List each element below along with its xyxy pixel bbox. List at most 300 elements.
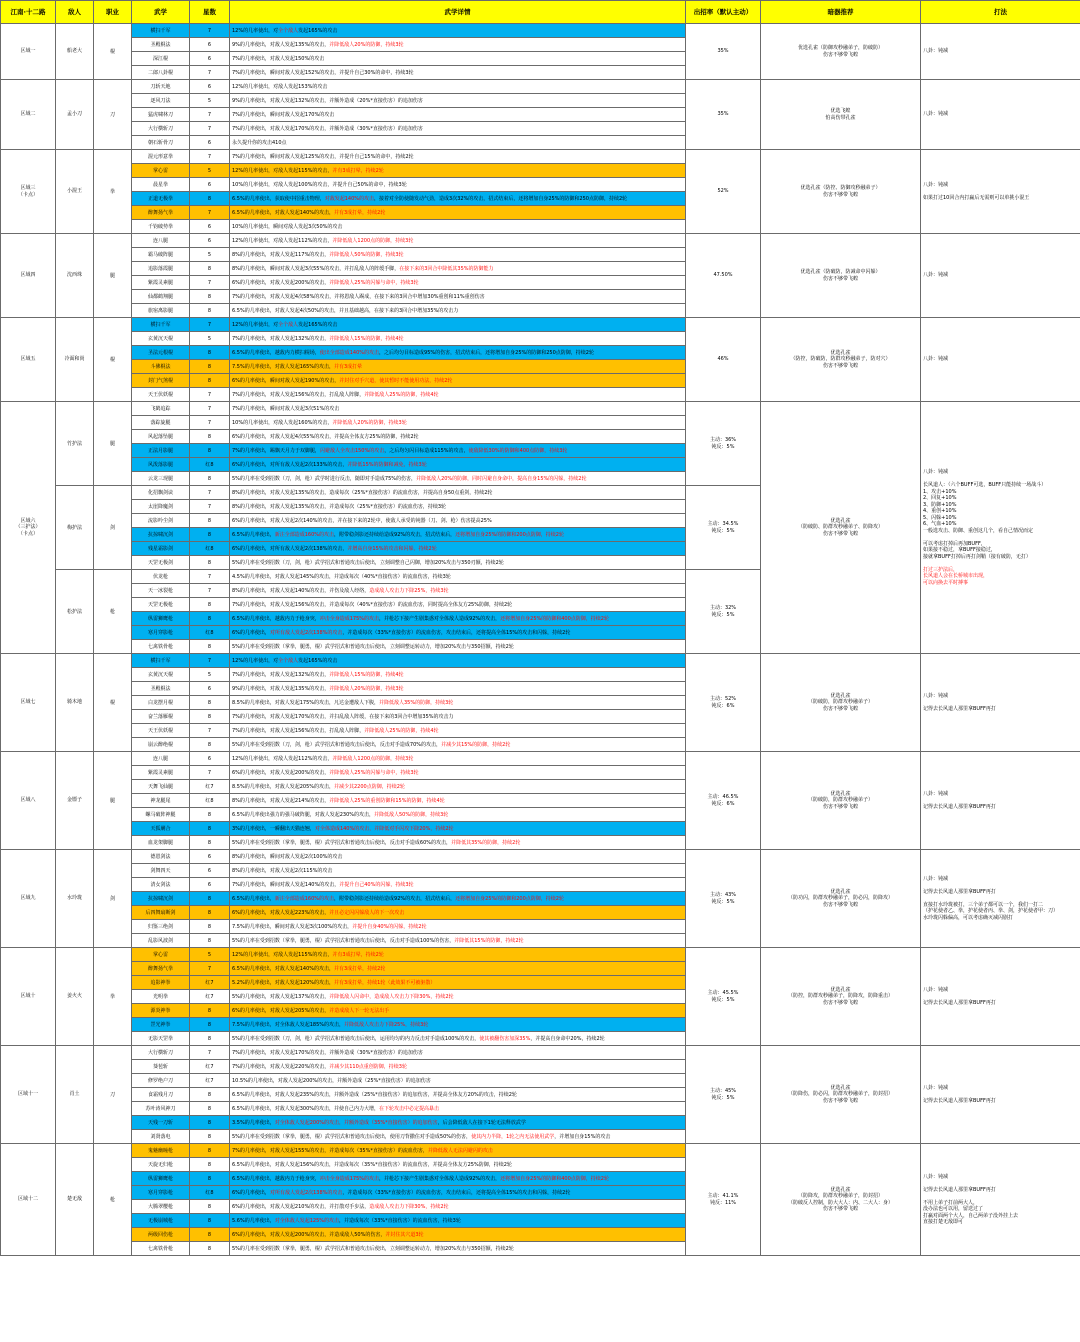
skill-name: 无影天罡拳: [132, 1032, 190, 1046]
tactic: 八卦：钝减: [921, 80, 1080, 150]
skill-name: 大行横斩刀: [132, 1046, 190, 1060]
tactic: 八卦：钝减: [921, 318, 1080, 402]
skill-detail-part: 对全体敌人发起125%的攻击: [274, 1217, 340, 1224]
enemy-job: 腿: [94, 752, 132, 850]
skill-detail-part: 并降低敌人1200点的防御，持续3轮: [332, 237, 414, 244]
skill-name: 伏龙枪: [132, 570, 190, 584]
skill-detail-part: 7.5%的几率使出，对全体敌人发起185%的攻击，: [232, 1021, 344, 1028]
skill-detail-part: 7%的几率使出，瞬间对敌人发起3次51%的攻击: [232, 405, 340, 412]
weapon-recommend: 优选孔雀（防破防，防减命中闪躲） 伤害不够带飞蝗: [761, 234, 921, 318]
skill-detail: [230, 52, 686, 66]
skill-stars: 6: [190, 864, 230, 878]
skill-detail-part: 9%的几率使出，对敌人发起135%的攻击，: [232, 41, 330, 48]
skill-detail-part: 并且必定闪闪躲敌人的下一次攻击: [329, 909, 405, 916]
skill-detail-part: 7%的几率使出，对敌人发起220%的攻击，: [232, 1063, 330, 1070]
skill-detail-part: 并降低敌人25%的闪躲与命中，持续3轮: [329, 279, 419, 286]
skill-name: 追影落霞腿: [132, 262, 190, 276]
skill-detail-part: 在下轮攻击中必定提高暴击: [379, 1105, 440, 1112]
skill-name: 连八腿: [132, 752, 190, 766]
enemy-job: 棍: [94, 654, 132, 752]
enemy-name: 水玲珑: [56, 850, 94, 948]
skill-detail-part: 全个敌人: [278, 27, 299, 34]
attack-rate: 主动：36% 钝反：5%: [686, 402, 761, 486]
skill-stars: 8: [190, 374, 230, 388]
skill-detail: [230, 122, 686, 136]
skill-detail: [230, 976, 686, 990]
attack-rate: 主动：45.5% 钝反：5%: [686, 948, 761, 1046]
tactic: 八卦：钝减 记得去长风道人那里拿BUFF再打 直接打水玲珑被打，三个弟子都可以一个，我们一打二 （护花使者乙、拳，护花使者丙、拳、剑，护花使者甲：刀） 水玲珑闪躲偏高，可以考虑确灭减闪剧打: [921, 850, 1080, 948]
skill-name: 食霜残月刀: [132, 1088, 190, 1102]
skill-detail-part: 12%的几率使出，对敌人发起115%的攻击，: [232, 167, 333, 174]
weapon-recommend: 优选孔雀（防御攻秒融弟子，防破防） 伤害不够带飞蝗: [761, 24, 921, 80]
skill-name: 紫霞灵素腿: [132, 276, 190, 290]
skill-stars: 7: [190, 24, 230, 38]
skill-detail: [230, 920, 686, 934]
skill-stars: 8: [190, 920, 230, 934]
skill-detail-part: ，并增加自身15%的攻击: [554, 1133, 611, 1140]
skill-detail-part: 6%的几率使出，对敌人发起223%的攻击，: [232, 909, 330, 916]
skill-detail: [230, 640, 686, 654]
table-row: [1, 1046, 1080, 1060]
skill-detail-part: 6%的几率使出，对敌人发起200%的攻击，: [232, 279, 330, 286]
attack-rate: 47.50%: [686, 234, 761, 318]
skill-name: 掌心雷: [132, 164, 190, 178]
skill-detail-part: 7%的几率使出，对敌人发起170%的攻击，并额外造成（30%*直接伤害）的追加伤害: [232, 125, 423, 132]
weapon-recommend: 优选孔雀 （防破防、防群攻秒融弟子、防降攻） 伤害不够带飞蝗: [761, 402, 921, 654]
skill-stars: 8: [190, 444, 230, 458]
skill-stars: 6: [190, 80, 230, 94]
table-row: [1, 850, 1080, 864]
skill-detail-part: 并造成敌人下一轮无法出手: [329, 1007, 390, 1014]
header-weapon: 暗器推荐: [761, 1, 921, 24]
skill-stars: 8: [190, 1228, 230, 1242]
skill-detail-part: 6%的几率使出，对敌人发起210%的攻击，并打散对手步法，: [232, 1203, 370, 1210]
skill-detail-part: 8%的几率使出，对敌人发起140%的攻击，并伤及敌人经络，: [232, 587, 370, 594]
skill-detail-part: 7%的几率使出，对敌人发起156%的攻击，并造成每次（40%*直接伤害）的流血伤害，同时提高全体友方25%防御，持续2轮: [232, 601, 513, 608]
table-row: [1, 80, 1080, 94]
skill-stars: 7: [190, 584, 230, 598]
skill-stars: 8: [190, 1018, 230, 1032]
skill-detail-part: 5%的几率在受到招数（掌拳，腿勇，棍）武学招式和普通攻击后使出，立刻调整运转动力，增加20%攻击与350招额，持续2轮: [232, 643, 514, 650]
skill-stars: 8: [190, 612, 230, 626]
skill-stars: 8: [190, 1102, 230, 1116]
skill-detail-part: 10%的几率使出，对敌人发起100%的攻击，并提升自己50%的命中，持续3轮: [232, 181, 407, 188]
skill-detail: [230, 1032, 686, 1046]
skill-detail-part: 7%的几率使出，对敌人发起132%的攻击，: [232, 671, 330, 678]
weapon-recommend: 优选孔雀 （防降攻，防群攻秒融弟子，防封招） （防破反人控制，防大大人：内、二大人：身） 伤害不够带飞蝗: [761, 1144, 921, 1256]
skill-name: 云龙三现腿: [132, 472, 190, 486]
skill-detail: [230, 178, 686, 192]
skill-name: 白龙摆月棍: [132, 696, 190, 710]
skill-name: 刀斩天地: [132, 80, 190, 94]
skill-detail: [230, 752, 686, 766]
skill-detail-part: 8%的几率使出，对敌人发起214%的攻击，: [232, 797, 330, 804]
skill-detail-part: 并降低敌人50%的防御，持续3轮: [329, 251, 404, 258]
skill-name: 天罡无极枪: [132, 598, 190, 612]
skill-detail: [230, 444, 686, 458]
skill-name: 封门气煞棍: [132, 374, 190, 388]
skill-detail: [230, 1046, 686, 1060]
skill-detail-part: 并降低敌人15%的防御，持续4轮: [329, 671, 404, 678]
skill-stars: 6: [190, 682, 230, 696]
skill-name: 逐风刀法: [132, 94, 190, 108]
enemy-name: 冷面和尚: [56, 318, 94, 402]
table-row: [1, 318, 1080, 332]
skill-detail: [230, 472, 686, 486]
skill-stars: 6: [190, 220, 230, 234]
skill-name: 崩云醉绝棍: [132, 738, 190, 752]
skill-detail: [230, 332, 686, 346]
skill-detail: [230, 906, 686, 920]
skill-name: 朝石斩骨刀: [132, 136, 190, 150]
skill-detail: [230, 94, 686, 108]
skill-detail: [230, 80, 686, 94]
skill-stars: 8: [190, 934, 230, 948]
skill-detail-part: 7%的几率使出，对敌人发起150%的攻击: [232, 55, 325, 62]
skill-stars: 8: [190, 1144, 230, 1158]
skill-stars: 6: [190, 178, 230, 192]
skill-name: 玄黄沉天棍: [132, 332, 190, 346]
skill-detail: [230, 542, 686, 556]
skill-name: 紫霞灵素腿: [132, 766, 190, 780]
skill-name: 斗佛棍法: [132, 360, 190, 374]
skill-detail: [230, 360, 686, 374]
skill-detail-part: 8%的几率使出，对敌人发起2次115%的攻击: [232, 867, 333, 874]
skill-detail: [230, 1214, 686, 1228]
skill-name: 霸马破阵腿: [132, 248, 190, 262]
skill-name: 掌心雷: [132, 948, 190, 962]
skill-detail-part: 并降低敌人闪命中，造成敌人攻击力下降30%，持续2轮: [329, 993, 454, 1000]
skill-detail-part: 并有3成打晕，持续2轮: [334, 209, 386, 216]
skill-detail: [230, 514, 686, 528]
skill-stars: 8: [190, 1172, 230, 1186]
skill-stars: 7: [190, 150, 230, 164]
skill-detail: [230, 1228, 686, 1242]
skill-detail-part: 还将增加自身25%的防御和400点防御，持续2轮: [500, 615, 609, 622]
skill-detail-part: 发起165%的攻击: [298, 321, 338, 328]
skill-name: 七禽铁骨枪: [132, 1242, 190, 1256]
skill-detail: [230, 738, 686, 752]
skill-detail: [230, 570, 686, 584]
skill-stars: 红8: [190, 542, 230, 556]
skill-detail-part: 6%的几率使出，对所有敌人发起2次133%的攻击，: [232, 461, 348, 468]
skill-detail-part: ，接着对全防使随发动气劲，造成3次32%的攻击，招式结束后，还将增加自身25%的防御和250点防御，持续2轮: [374, 195, 628, 202]
header-job: 职业: [94, 1, 132, 24]
skill-stars: 7: [190, 206, 230, 220]
tactic: 八卦：钝减 如果打过10回合内打赢后无需则可以单挑小混王: [921, 150, 1080, 234]
skill-detail: [230, 780, 686, 794]
skill-detail-part: ，并造成每次（33%*直接伤害）的流血伤害，攻击结束后，还将提高全体15%的攻击和闪躲，持续2轮: [342, 1189, 571, 1196]
skill-name: 天一冰裂枪: [132, 584, 190, 598]
weapon-recommend: 优选孔雀 （防控，防破防，防群攻秒融弟子，防对穴） 伤害不够带飞蝗: [761, 318, 921, 402]
skill-detail: [230, 696, 686, 710]
skill-detail-part: 并降低敌人25%的防御，持续4轮: [364, 727, 439, 734]
skill-detail: [230, 416, 686, 430]
skill-name: 千钧破势拳: [132, 220, 190, 234]
skill-detail-part: 6%的几率使出，对敌人发起2次140%的攻击，并在接下来的2轮中，使敌人承受的钝器（刀、剑、枪）伤害提高25%: [232, 517, 492, 524]
attack-rate: 主动：52% 钝反：6%: [686, 654, 761, 752]
attack-rate: 主动：43% 钝反：5%: [686, 850, 761, 948]
skill-detail: [230, 402, 686, 416]
skill-stars: 8: [190, 290, 230, 304]
skill-detail-part: ，之后均匀目标造成95%的伤害，招式结束后，还将增加自身25%的防御和250点防御，持续2轮: [379, 349, 594, 356]
skill-name: 流影吟尘剑: [132, 514, 190, 528]
skill-detail: [230, 948, 686, 962]
skill-detail: [230, 430, 686, 444]
skill-detail-part: 对全体敌人发起200%的攻击，并额外造成（35%*直接伤害）的追加伤害: [274, 1119, 438, 1126]
header-tactic: 打法: [921, 1, 1080, 24]
skill-detail: [230, 234, 686, 248]
weapon-recommend: 优选孔雀 （防控，防群攻秒融弟子，防降攻，防降重击） 伤害不够带飞蝗: [761, 948, 921, 1046]
skill-detail-part: 5%的几率在受到招数（掌拳，腿勇，棍）武学招式和普通攻击后使出，反击对手造成100%的伤害，: [232, 937, 455, 944]
skill-detail: [230, 1130, 686, 1144]
skill-detail-part: 5%的几率在受到招数（刀，剑，枪）武学招式和普通攻击后使出，反击对手造成70%的攻击，: [232, 741, 442, 748]
skill-name: 苏叶涛风神刀: [132, 1102, 190, 1116]
skill-detail: [230, 220, 686, 234]
skill-detail: [230, 1172, 686, 1186]
skill-detail-part: 使其内力半降，1轮之内无法使用武学: [471, 1133, 555, 1140]
skill-detail: [230, 374, 686, 388]
enemy-job: 刀: [94, 80, 132, 150]
skill-detail-part: 7%的几率使出，对敌人发起170%的攻击，并额外造成（30%*直接伤害）的追加伤害: [232, 1049, 423, 1056]
attack-rate: 46%: [686, 318, 761, 402]
skill-name: 抗掠啸沉剑: [132, 528, 190, 542]
skill-name: 圣殿棍法: [132, 38, 190, 52]
tactic: 八卦：钝减 记得去长风道人那里拿BUFF再打: [921, 752, 1080, 850]
skill-detail-part: 6.5%的几率使出，对敌人发起140%的攻击，: [232, 965, 334, 972]
skill-detail: [230, 794, 686, 808]
skill-detail: [230, 668, 686, 682]
skill-stars: 红7: [190, 780, 230, 794]
skill-detail-part: 新注全部造成160%的攻击: [274, 531, 335, 538]
attack-rate: 主动：45% 钝反：5%: [686, 1046, 761, 1144]
skill-detail-part: 还将增加自身25%的防御和200点防御，持续2轮: [455, 895, 564, 902]
weapon-recommend: 优选孔雀 （防降伤，防必闪，防群攻秒融弟子，防封招） 伤害不够带飞蝗: [761, 1046, 921, 1144]
skill-stars: 8: [190, 836, 230, 850]
enemy-name: 肖土: [56, 1046, 94, 1144]
skill-detail-part: 还将增加自身25%的防御和400点防御，持续2轮: [500, 1175, 609, 1182]
enemy-name: 骑木地: [56, 654, 94, 752]
skill-detail: [230, 290, 686, 304]
skill-stars: 7: [190, 318, 230, 332]
skill-detail-part: 6.5%的几率使出，获取使中招重击物理，: [232, 195, 325, 202]
skill-name: 圣法元根棍: [132, 346, 190, 360]
region-name: 区域二: [1, 80, 56, 150]
enemy-name: 松护法: [56, 570, 94, 654]
skill-name: 纵雷狮鹰枪: [132, 612, 190, 626]
tactic: 八卦：钝减 记得去长风道人那里拿BUFF再打: [921, 1046, 1080, 1144]
skill-detail-part: 7%的几率使出，对敌人发起155%的攻击，并造成每次（35%*直接伤害）的流血伤害，: [232, 1147, 428, 1154]
skill-detail: [230, 206, 686, 220]
skill-detail-part: 6%的几率使出，: [232, 1189, 270, 1196]
enemy-name: 姜火火: [56, 948, 94, 1046]
skill-detail-part: 还将增加自身25%的防御和200点防御，持续2轮: [455, 531, 564, 538]
skill-stars: 8: [190, 892, 230, 906]
skill-stars: 6: [190, 136, 230, 150]
skill-stars: 8: [190, 1200, 230, 1214]
enemy-job: 腿: [94, 402, 132, 486]
skill-name: 风起落坠腿: [132, 430, 190, 444]
header-row: [1, 1, 1080, 24]
skill-detail-part: 并减少其15%的防御，持续2轮: [441, 741, 511, 748]
skill-detail-part: 使出全部造成140%的攻击: [319, 349, 380, 356]
skill-detail: [230, 822, 686, 836]
skill-detail-part: 10%的几率使出，对敌人发起160%的攻击，: [232, 419, 333, 426]
skill-stars: 红7: [190, 976, 230, 990]
skill-detail-part: 6.5%的几率使出，越敌内力于枪身突，: [232, 615, 320, 622]
skill-detail: [230, 724, 686, 738]
skill-detail: [230, 24, 686, 38]
skill-detail: [230, 346, 686, 360]
skill-stars: 7: [190, 276, 230, 290]
skill-name: 玄黄沉天棍: [132, 668, 190, 682]
skill-name: 寒月穿影枪: [132, 1186, 190, 1200]
skill-stars: 6: [190, 752, 230, 766]
skill-name: 奋兰落雁棍: [132, 710, 190, 724]
skill-detail-part: 9%的几率使出，对敌人发起135%的攻击，: [232, 685, 330, 692]
skill-detail-part: 对所有敌人发起2次138%的攻击: [269, 629, 343, 636]
skill-detail: [230, 584, 686, 598]
skill-detail: [230, 66, 686, 80]
skill-stars: 8: [190, 430, 230, 444]
skill-detail-part: 全个敌人: [278, 657, 299, 664]
skill-name: 仙都鹤翔腿: [132, 290, 190, 304]
skill-detail-part: 7%的几率使出，瞬间对敌人发起152%的攻击，并提升自己30%的命中，持续3轮: [232, 69, 414, 76]
skill-detail-part: ，并提高自身命中20%，持续2轮: [530, 1035, 605, 1042]
skill-detail: [230, 192, 686, 206]
skill-detail: [230, 1074, 686, 1088]
skill-detail-part: 8%的几率使出，对敌人发起135%的攻击，并造成每次（25%*直接伤害）的流血伤害，持续3轮: [232, 503, 447, 510]
table-row: [1, 654, 1080, 668]
skill-detail: [230, 850, 686, 864]
header-rate: 出招率（默认主动）: [686, 1, 761, 24]
skill-stars: 8: [190, 346, 230, 360]
skill-detail-part: 9%的几率使出，对敌人发起132%的攻击，并额外造成（20%*直接伤害）的追加伤害: [232, 97, 423, 104]
skill-stars: 8: [190, 360, 230, 374]
skill-stars: 6: [190, 52, 230, 66]
skill-detail-part: 并降低敌人50%的防御，持续3轮: [374, 811, 449, 818]
skill-name: 晨星拳: [132, 178, 190, 192]
skill-detail-part: 12%的几率使出，对敌人发起153%的攻击: [232, 83, 328, 90]
skill-detail-part: 6%的几率使出，: [232, 629, 270, 636]
table-row: [1, 948, 1080, 962]
skill-detail: [230, 556, 686, 570]
skill-detail: [230, 878, 686, 892]
skill-stars: 8: [190, 1004, 230, 1018]
skill-detail: [230, 500, 686, 514]
weapon-recommend: 优选孔雀 （防破防，防群攻秒融弟子） 伤害不够带飞蝗: [761, 654, 921, 752]
skill-name: 混元形意拳: [132, 150, 190, 164]
enemy-name: 孟小刀: [56, 80, 94, 150]
tactic: 八卦：钝减: [921, 24, 1080, 80]
skill-name: 猛虎啸林刀: [132, 108, 190, 122]
skill-detail: [230, 626, 686, 640]
skill-stars: 8: [190, 304, 230, 318]
header-route: 江南·十二路: [1, 1, 56, 24]
skill-name: 深江棍: [132, 52, 190, 66]
skill-detail-part: 并减少其2200点防御，持续2轮: [334, 783, 405, 790]
skill-detail-part: 并增高自身15%的攻击和闪躲，持续2轮: [347, 545, 437, 552]
skill-name: 源炎神拳: [132, 1004, 190, 1018]
skill-name: 化招飘剑诀: [132, 486, 190, 500]
skill-stars: 红7: [190, 990, 230, 1004]
skill-detail: [230, 864, 686, 878]
skill-detail-part: 5%的几率在受到招数（刀，剑，枪）武学招式和普通攻击后使出，运用均匀的内力反击对手造成100%的攻击，: [232, 1035, 480, 1042]
skill-name: 残星霜影剑: [132, 542, 190, 556]
skill-name: 罡光神拳: [132, 1018, 190, 1032]
skill-stars: 7: [190, 500, 230, 514]
skill-stars: 5: [190, 248, 230, 262]
enemy-job: 枪: [94, 570, 132, 654]
skill-detail-part: 5.6%的几率使出，: [232, 1217, 275, 1224]
skill-detail-part: 5%的几率在受到招数（掌拳，腿勇，棍）武学招式和普通攻击后使出，立刻调整运转动力，增加20%攻击与350招额，持续2轮: [232, 1245, 514, 1252]
enemy-job: 枪: [94, 1144, 132, 1256]
skill-stars: 8: [190, 262, 230, 276]
skill-stars: 8: [190, 1158, 230, 1172]
skill-detail: [230, 528, 686, 542]
tactic-text: 八卦：钝减 长风道人：（六个BUFF可选，BUFF只能持续一场战斗） 1、攻击+10% 2、回复+10% 3、防御+10% 4、重创+10% 5、闪躲+10% 6、气血+10% 一般选攻击、防御、重创这几个，看自己情况而定 可以考虑打掉后再加BUFF， 如果接不稳过，拿BUFF接稳过， 接就拿BUFF打掉后再打剑鞘（接有破防，无打）: [923, 469, 1047, 560]
skill-detail: [230, 766, 686, 780]
skill-detail-part: 5%的几率使出，对敌人发起137%的攻击，: [232, 993, 330, 1000]
skill-stars: 8: [190, 1242, 230, 1256]
skill-name: 天王伏妖棍: [132, 724, 190, 738]
skill-stars: 6: [190, 850, 230, 864]
skill-stars: 8: [190, 808, 230, 822]
skill-name: 无极崩城枪: [132, 1214, 190, 1228]
skill-detail-part: 6%的几率使出，对敌人发起205%的攻击，: [232, 1007, 330, 1014]
region-name: 区域十一: [1, 1046, 56, 1144]
skill-name: 修罗绝户刀: [132, 1074, 190, 1088]
skill-detail: [230, 808, 686, 822]
skill-name: 螺马破阵神腿: [132, 808, 190, 822]
skill-detail: [230, 836, 686, 850]
skill-detail-part: 12%的几率使出，对敌人发起115%的攻击，: [232, 951, 333, 958]
skill-name: 天旋无归枪: [132, 1158, 190, 1172]
enemy-job: 棍: [94, 24, 132, 80]
weapon-recommend: 优选孔雀（防控、防御攻秒融弟子） 伤害不够带飞蝗: [761, 150, 921, 234]
skill-name: 横扫千军: [132, 24, 190, 38]
skill-detail-part: 6.5%的几率使出，越敌内力横扫棍场，: [232, 349, 320, 356]
attack-rate: 主动：41.1% 钝反：11%: [686, 1144, 761, 1256]
skill-stars: 7: [190, 122, 230, 136]
skill-detail: [230, 248, 686, 262]
skill-stars: 7: [190, 654, 230, 668]
skill-detail-part: 6.5%的几率使出强力的强马破阵腿，对敌人发起230%的攻击，: [232, 811, 374, 818]
skill-stars: 7: [190, 388, 230, 402]
skill-detail-part: ，并造成每次（33%*直接伤害）的流血伤害，持续3轮: [339, 1217, 461, 1224]
skill-stars: 8: [190, 556, 230, 570]
skill-name: 连八腿: [132, 234, 190, 248]
skill-detail: [230, 1158, 686, 1172]
skill-name: 醉舞扬气拳: [132, 206, 190, 220]
skill-stars: 5: [190, 668, 230, 682]
enemy-job: 拳: [94, 150, 132, 234]
skill-detail: [230, 262, 686, 276]
skill-stars: 6: [190, 878, 230, 892]
attack-rate: 35%: [686, 80, 761, 150]
skill-detail: [230, 934, 686, 948]
skill-name: 二郎八卦棍: [132, 66, 190, 80]
skill-detail: [230, 318, 686, 332]
skill-name: 横扫千军: [132, 654, 190, 668]
header-stars: 星数: [190, 1, 230, 24]
skill-detail: [230, 304, 686, 318]
skill-detail-part: 5%的几率在受到招数（刀，剑，枪）武学时进行反击，随即对手造成75%的伤害，: [232, 475, 417, 482]
skill-detail-part: 7%的几率使出，瞬间对敌人发起170%的攻击: [232, 111, 335, 118]
enemy-job: 腿: [94, 234, 132, 318]
skill-name: 太崖降魔剑: [132, 500, 190, 514]
skill-stars: 7: [190, 962, 230, 976]
